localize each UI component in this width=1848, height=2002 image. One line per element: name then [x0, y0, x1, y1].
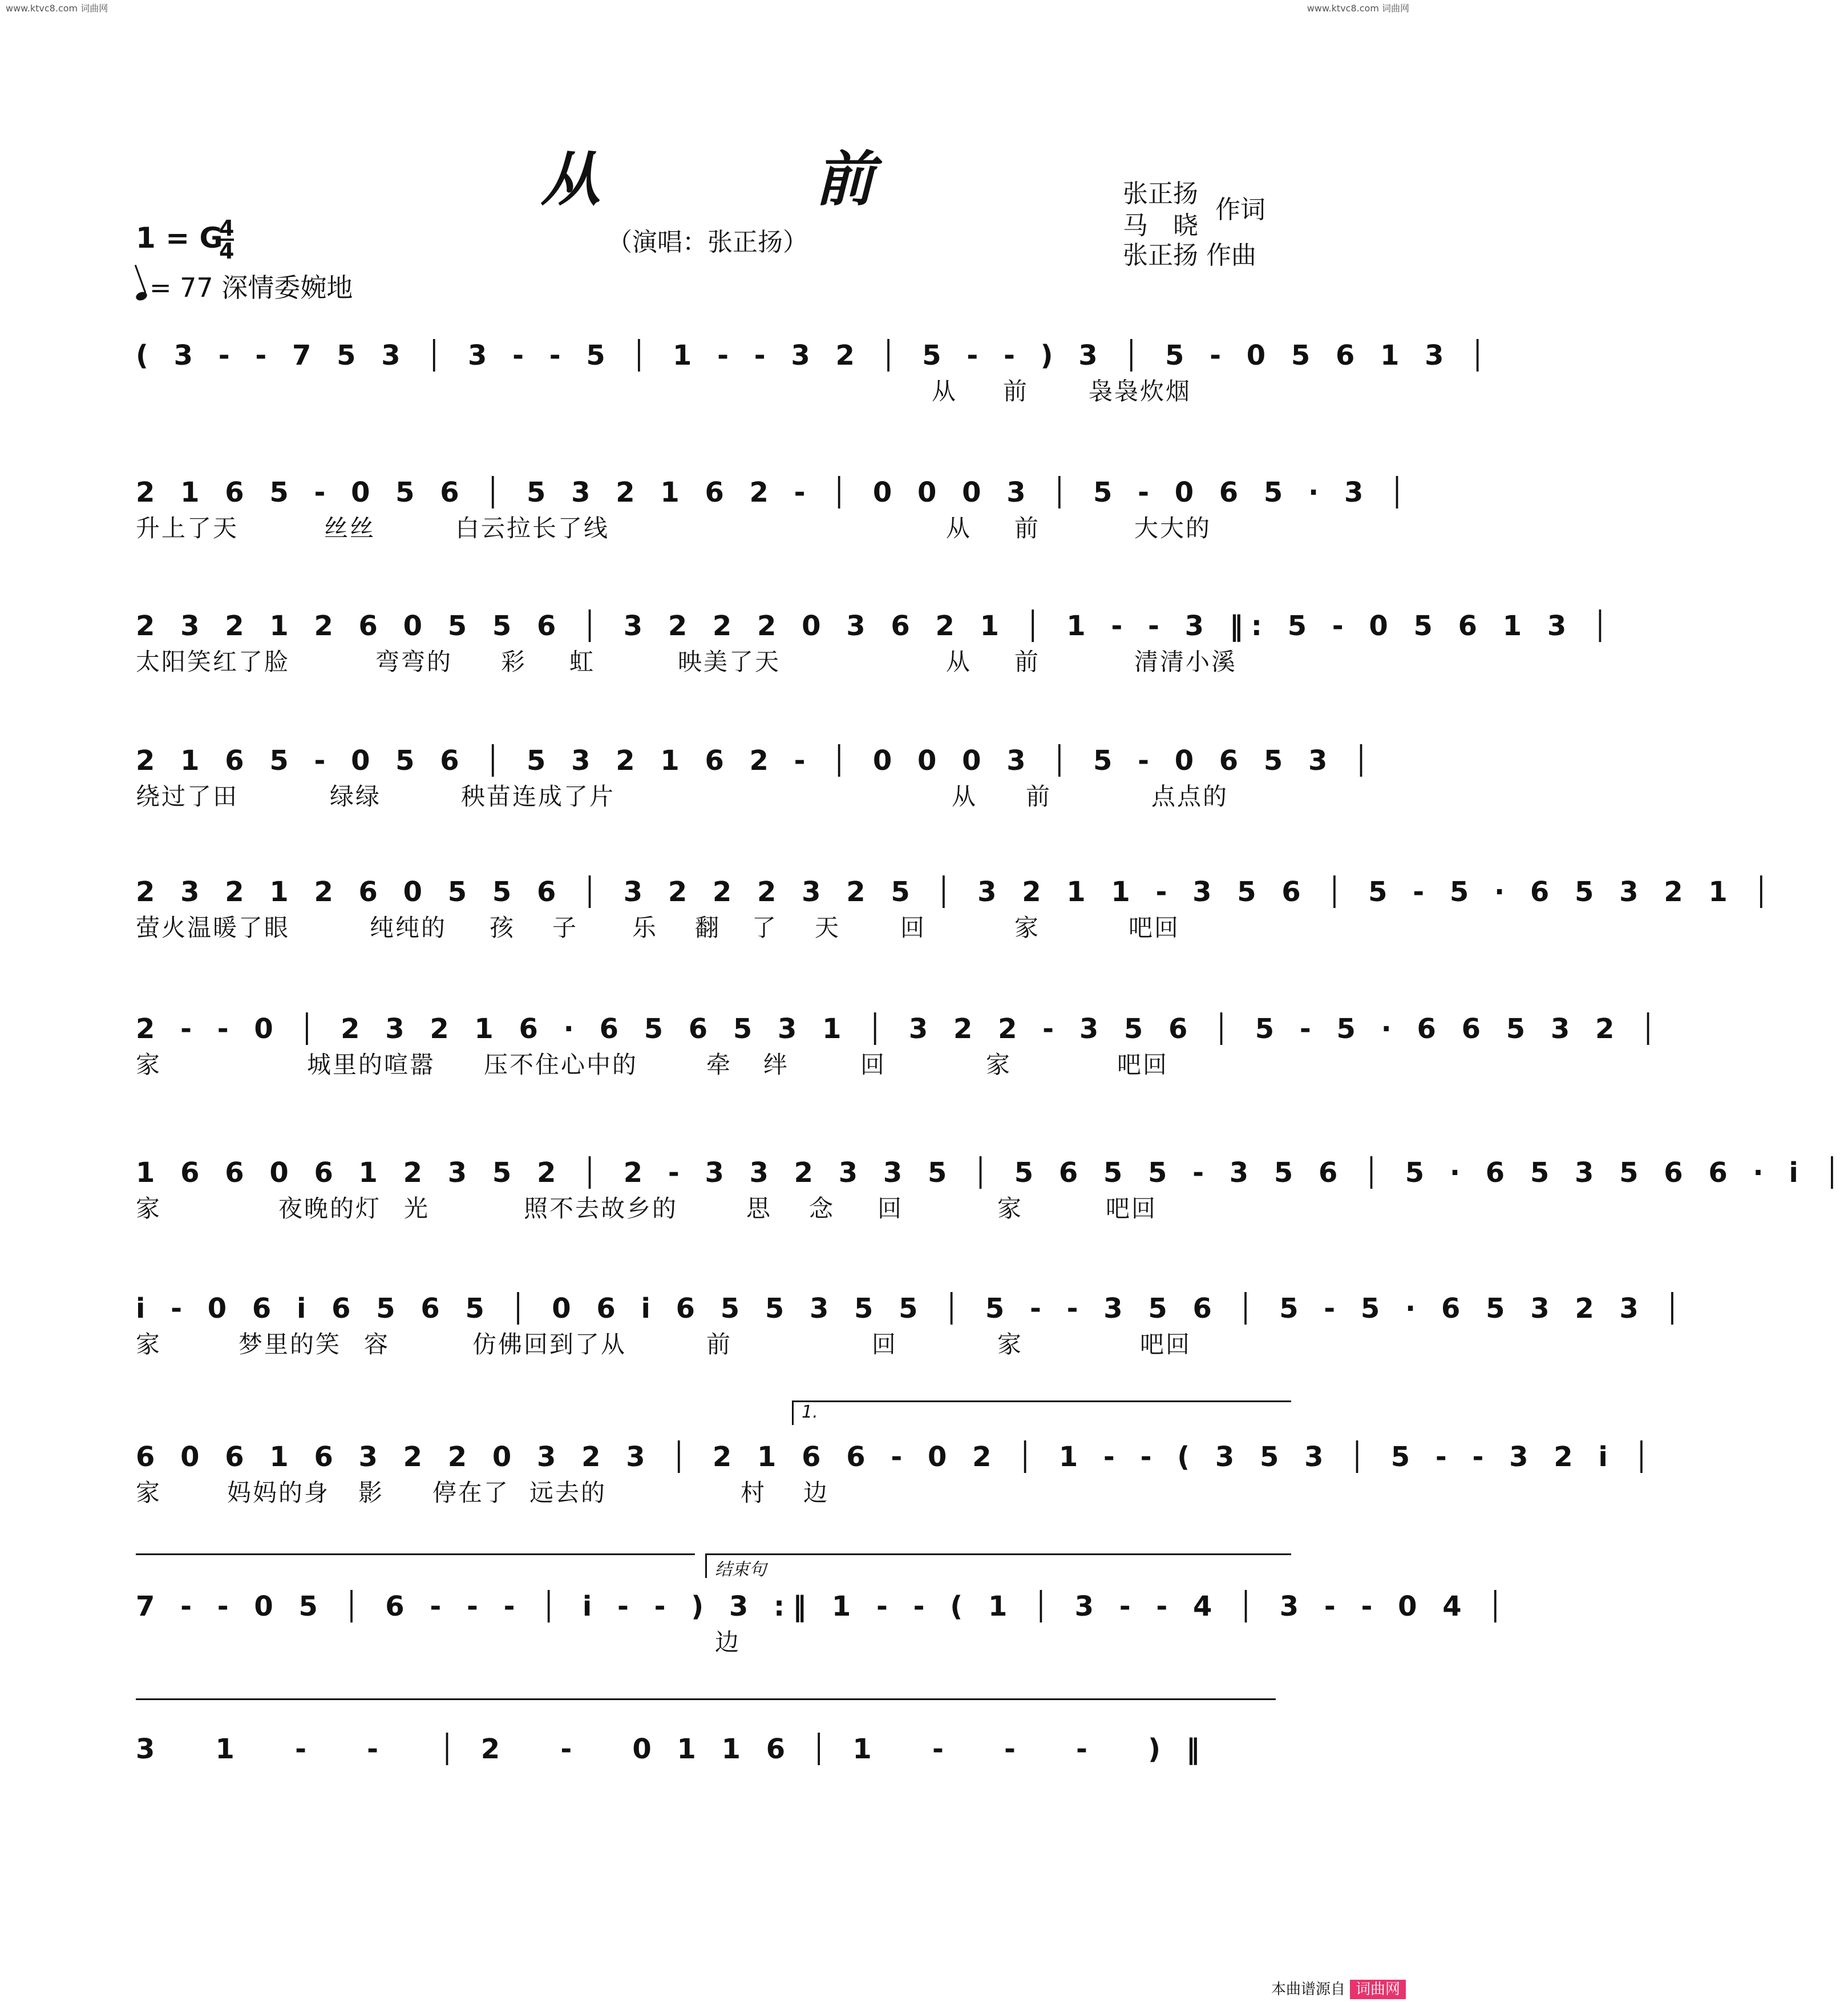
- lyric: 仿佛回到了从: [472, 1330, 627, 1358]
- quarter-note-icon: [135, 290, 148, 302]
- lyric: 边: [803, 1479, 830, 1507]
- lyric: 天: [815, 914, 841, 942]
- lyric: 回: [878, 1194, 904, 1222]
- lyric: 吧回: [1106, 1194, 1158, 1222]
- lyric: 前: [1014, 648, 1041, 676]
- lyrics-row-1: [136, 376, 1281, 407]
- lyric: 家: [136, 1330, 162, 1358]
- lyrics-row-5: [136, 912, 1281, 944]
- footer: [1271, 1977, 1406, 1999]
- notes-row-1: ( 3 - - 7 5 3 │ 3 - - 5 │ 1 - - 3 2 │ 5 - - ) 3 │ 5 - 0 5 6 1 3 │: [136, 340, 1494, 372]
- lyric: 乐: [632, 914, 658, 942]
- lyric: 弯弯的: [375, 648, 453, 676]
- notes-row-9: 6 0 6 1 6 3 2 2 0 3 2 3 │ 2 1 6 6 - 0 2 │ 1 - - ( 3 5 3 │ 5 - - 3 2 i │: [136, 1441, 1658, 1473]
- lyric: 萤火温暖了眼: [136, 914, 290, 942]
- tempo-marking: [136, 267, 353, 305]
- lyric: 绿绿: [330, 782, 382, 810]
- lyrics-row-10: [136, 1626, 1281, 1658]
- lyric: 纯纯的: [370, 914, 447, 942]
- header-left: www.ktvc8.com 词曲网: [6, 3, 108, 14]
- lyrics-row-8: [136, 1329, 1281, 1361]
- lyric: 从: [946, 648, 972, 676]
- score-row-11: [136, 1729, 1281, 1769]
- lyric: 回: [872, 1330, 898, 1358]
- coda-line: [136, 1698, 1276, 1700]
- lyric: 家: [986, 1051, 1012, 1079]
- footer-text: 本曲谱源自: [1271, 1981, 1345, 1998]
- lyrics-row-7: [136, 1193, 1281, 1225]
- credit-composer: 张正扬 作曲: [1123, 241, 1256, 270]
- score-row-8: [136, 1289, 1689, 1361]
- lyric: 回: [900, 914, 927, 942]
- lyric: 点点的: [1151, 782, 1229, 810]
- lyric: 牵: [706, 1051, 733, 1079]
- score-row-1: [136, 336, 1494, 407]
- lyric: 从: [932, 377, 958, 405]
- notes-row-7: 1 6 6 0 6 1 2 3 5 2 │ 2 - 3 3 2 3 3 5 │ 5 6 5 5 - 3 5 6 │ 5 · 6 5 3 5 6 6 · i │: [136, 1157, 1848, 1189]
- notes-row-11: 3 1 - - │ 2 - 0 1 1 6 │ 1 - - - ) ‖: [136, 1733, 1208, 1765]
- lyric: 照不去故乡的: [524, 1194, 678, 1222]
- lyric: 彩: [501, 648, 527, 676]
- lyric: 梦里的笑: [238, 1330, 342, 1358]
- lyrics-row-4: [136, 781, 1281, 813]
- lyric: 光: [404, 1194, 430, 1222]
- lyric: 家: [136, 1479, 162, 1507]
- lyric: 村: [741, 1479, 767, 1507]
- credit-lyricist-2: 马 晓: [1123, 211, 1198, 240]
- lyric: 太阳笑红了脸: [136, 648, 290, 676]
- lyric: 影: [358, 1479, 385, 1507]
- lyric: 夜晚的灯: [278, 1194, 382, 1222]
- time-bottom: 4: [219, 239, 234, 264]
- lyric: 子: [552, 914, 579, 942]
- lyric: 妈妈的身: [227, 1479, 330, 1507]
- lyric: 孩: [490, 914, 516, 942]
- score-row-9: [136, 1437, 1658, 1509]
- lyrics-row-9: [136, 1477, 1281, 1509]
- time-top: 4: [219, 216, 234, 241]
- score-row-2: [136, 473, 1413, 544]
- lyric: 前: [1026, 782, 1052, 810]
- lyric: 清清小溪: [1134, 648, 1238, 676]
- notes-row-6: 2 - - 0 │ 2 3 2 1 6 · 6 5 6 5 3 1 │ 3 2 2 - 3 5 6 │ 5 - 5 · 6 6 5 3 2 │: [136, 1013, 1664, 1045]
- notes-row-10: 7 - - 0 5 │ 6 - - - │ i - - ) 3 :‖ 1 - - ( 1 │ 3 - - 4 │ 3 - - 0 4 │: [136, 1591, 1512, 1622]
- notes-row-4: 2 1 6 5 - 0 5 6 │ 5 3 2 1 6 2 - │ 0 0 0 3 │ 5 - 0 6 5 3 │: [136, 745, 1378, 777]
- coda-bracket: 结束句: [705, 1553, 1291, 1578]
- lyric: 家: [136, 1051, 162, 1079]
- lyric: 压不住心中的: [484, 1051, 638, 1079]
- lyric: 边: [715, 1628, 741, 1656]
- volta-line: [136, 1553, 695, 1555]
- lyric: 虹: [569, 648, 596, 676]
- lyric: 白云拉长了线: [455, 514, 610, 542]
- lyric: 丝丝: [324, 514, 376, 542]
- lyric: 前: [1003, 377, 1029, 405]
- lyric: 吧回: [1140, 1330, 1192, 1358]
- lyric: 大大的: [1134, 514, 1212, 542]
- header-right: www.ktvc8.com 词曲网: [1307, 3, 1409, 14]
- lyric: 吧回: [1129, 914, 1180, 942]
- lyric: 袅袅炊烟: [1089, 377, 1192, 405]
- score-row-5: [136, 872, 1778, 944]
- lyric: 家: [136, 1194, 162, 1222]
- score-row-3: [136, 606, 1616, 678]
- song-title: 从 前: [540, 144, 972, 214]
- notes-row-3: 2 3 2 1 2 6 0 5 5 6 │ 3 2 2 2 0 3 6 2 1 │ 1 - - 3 ‖: 5 - 0 5 6 1 3 │: [136, 610, 1616, 642]
- lyric: 城里的喧嚣: [307, 1051, 436, 1079]
- lyric: 思: [746, 1194, 773, 1222]
- lyric: 升上了天: [136, 514, 239, 542]
- lyric: 翻: [695, 914, 721, 942]
- credit-lyric-role: 作词: [1215, 195, 1265, 224]
- lyric: 容: [364, 1330, 390, 1358]
- lyric: 回: [860, 1051, 887, 1079]
- lyrics-row-2: [136, 512, 1281, 544]
- lyric: 从: [952, 782, 978, 810]
- lyric: 吧回: [1117, 1051, 1169, 1079]
- lyric: 停在了: [432, 1479, 510, 1507]
- time-signature: [219, 216, 234, 264]
- lyrics-row-3: [136, 646, 1281, 678]
- lyrics-row-6: [136, 1049, 1281, 1081]
- score-row-10: [136, 1587, 1512, 1658]
- score-row-6: [136, 1009, 1664, 1081]
- notes-row-2: 2 1 6 5 - 0 5 6 │ 5 3 2 1 6 2 - │ 0 0 0 3 │ 5 - 0 6 5 · 3 │: [136, 477, 1413, 508]
- lyric: 家: [1014, 914, 1041, 942]
- lyric: 远去的: [529, 1479, 607, 1507]
- volta-1: 1.: [792, 1400, 1291, 1425]
- lyric: 映美了天: [678, 648, 781, 676]
- lyric: 秧苗连成了片: [461, 782, 616, 810]
- score-row-7: [136, 1153, 1848, 1225]
- footer-site-badge[interactable]: 词曲网: [1350, 1980, 1406, 1999]
- lyric: 了: [752, 914, 778, 942]
- lyric: 家: [997, 1330, 1024, 1358]
- lyric: 念: [809, 1194, 835, 1222]
- credit-lyricist-1: 张正扬: [1123, 179, 1198, 208]
- notes-row-8: i - 0 6 i 6 5 6 5 │ 0 6 i 6 5 5 3 5 5 │ 5 - - 3 5 6 │ 5 - 5 · 6 5 3 2 3 │: [136, 1293, 1689, 1325]
- tempo-text: = 77 深情委婉地: [149, 272, 353, 303]
- lyric: 前: [706, 1330, 733, 1358]
- score-row-4: [136, 741, 1378, 813]
- lyric: 前: [1014, 514, 1041, 542]
- lyric: 绕过了田: [136, 782, 239, 810]
- notes-row-5: 2 3 2 1 2 6 0 5 5 6 │ 3 2 2 2 3 2 5 │ 3 2 1 1 - 3 5 6 │ 5 - 5 · 6 5 3 2 1 │: [136, 876, 1778, 908]
- lyric: 绊: [763, 1051, 790, 1079]
- lyric: 家: [997, 1194, 1024, 1222]
- key-signature: 1 = G: [136, 221, 223, 255]
- singer-line: （演唱：张正扬）: [607, 228, 808, 257]
- lyric: 从: [946, 514, 972, 542]
